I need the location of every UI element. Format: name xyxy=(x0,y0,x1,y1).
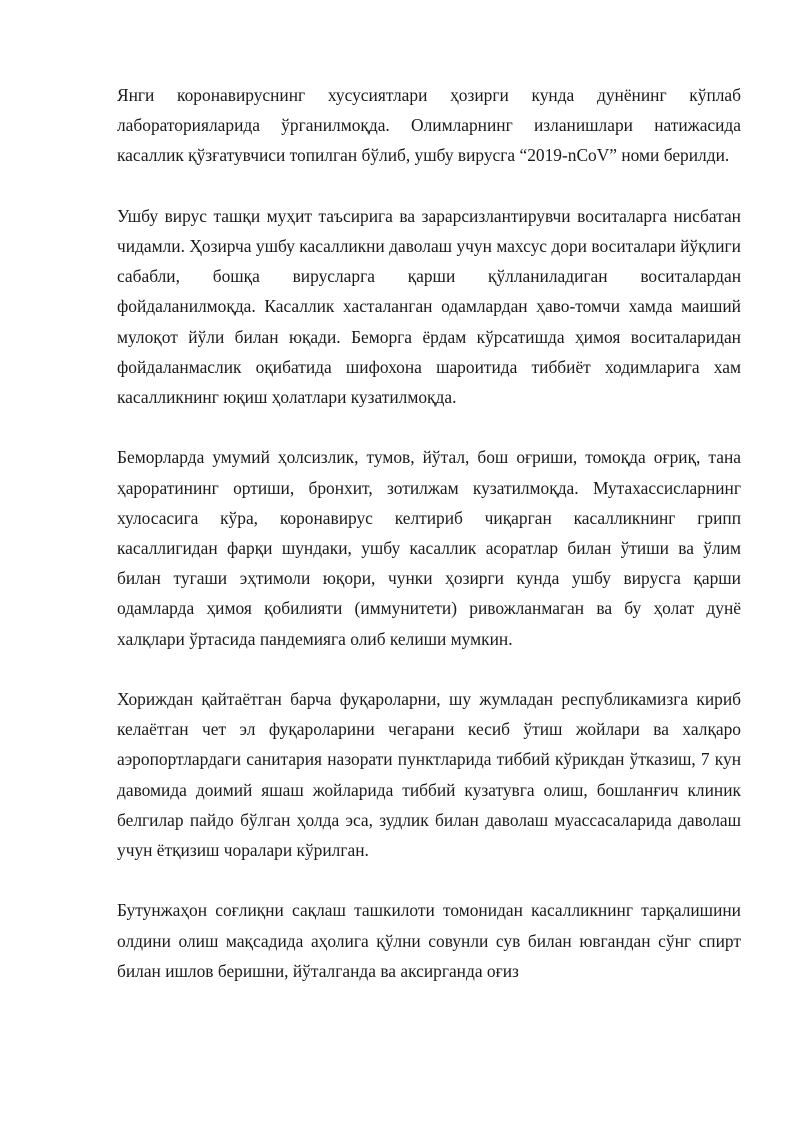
document-body xyxy=(117,80,741,986)
paragraph-5: Бутунжаҳон соғлиқни сақлаш ташкилоти томонидан касалликнинг тарқалишини олдини олиш мақсадида аҳолига қўлни совунли сув билан ювгандан сўнг спирт билан ишлов беришни, йўталганда ва аксирганда оғиз xyxy=(117,900,741,981)
paragraph-1: Янги коронавируснинг хусусиятлари ҳозирги кунда дунёнинг кўплаб лабораторияларида ўрганилмоқда. Олимларнинг изланишлари натижасида касаллик қўзғатувчиси топилган бўлиб, ушбу вирусга “2019-nCoV” номи берилди. xyxy=(117,85,741,166)
paragraph-2: Ушбу вирус ташқи муҳит таъсирига ва зарарсизлантирувчи воситаларга нисбатан чидамли. Ҳозирча ушбу касалликни даволаш учун махсус дори воситалари йўқлиги сабабли, бошқа вирусларга қарши қўлланиладиган воситалардан фойдаланилмоқда. Касаллик хасталанган одамлардан ҳаво-томчи хамда маиший мулоқот йўли билан юқади. Беморга ёрдам кўрсатишда ҳимоя воситаларидан фойдаланмаслик оқибатида шифохона шароитида тиббиёт ходимларига хам касалликнинг юқиш ҳолатлари кузатилмоқда. xyxy=(117,205,741,408)
paragraph-3: Беморларда умумий ҳолсизлик, тумов, йўтал, бош оғриши, томоқда оғриқ, тана ҳароратининг ортиши, бронхит, зотилжам кузатилмоқда. Мутахассисларнинг хулосасига кўра, коронавирус келтириб чиқарган касалликнинг грипп касаллигидан фарқи шундаки, ушбу касаллик асоратлар билан ўтиши ва ўлим билан тугаши эҳтимоли юқори, чунки ҳозирги кунда ушбу вирусга қарши одамларда ҳимоя қобилияти (иммунитети) ривожланмаган ва бу ҳолат дунё халқлари ўртасида пандемияга олиб келиши мумкин. xyxy=(117,447,741,649)
paragraph-4: Хориждан қайтаётган барча фуқароларни, шу жумладан республикамизга кириб келаётган чет эл фуқароларини чегарани кесиб ўтиш жойлари ва халқаро аэропортлардаги санитария назорати пунктларида тиббий кўрикдан ўтказиш, 7 кун давомида доимий яшаш жойларида тиббий кузатувга олиш, бошланғич клиник белгилар пайдо бўлган ҳолда эса, зудлик билан даволаш муассасаларида даволаш учун ётқизиш чоралари кўрилган. xyxy=(117,689,741,861)
